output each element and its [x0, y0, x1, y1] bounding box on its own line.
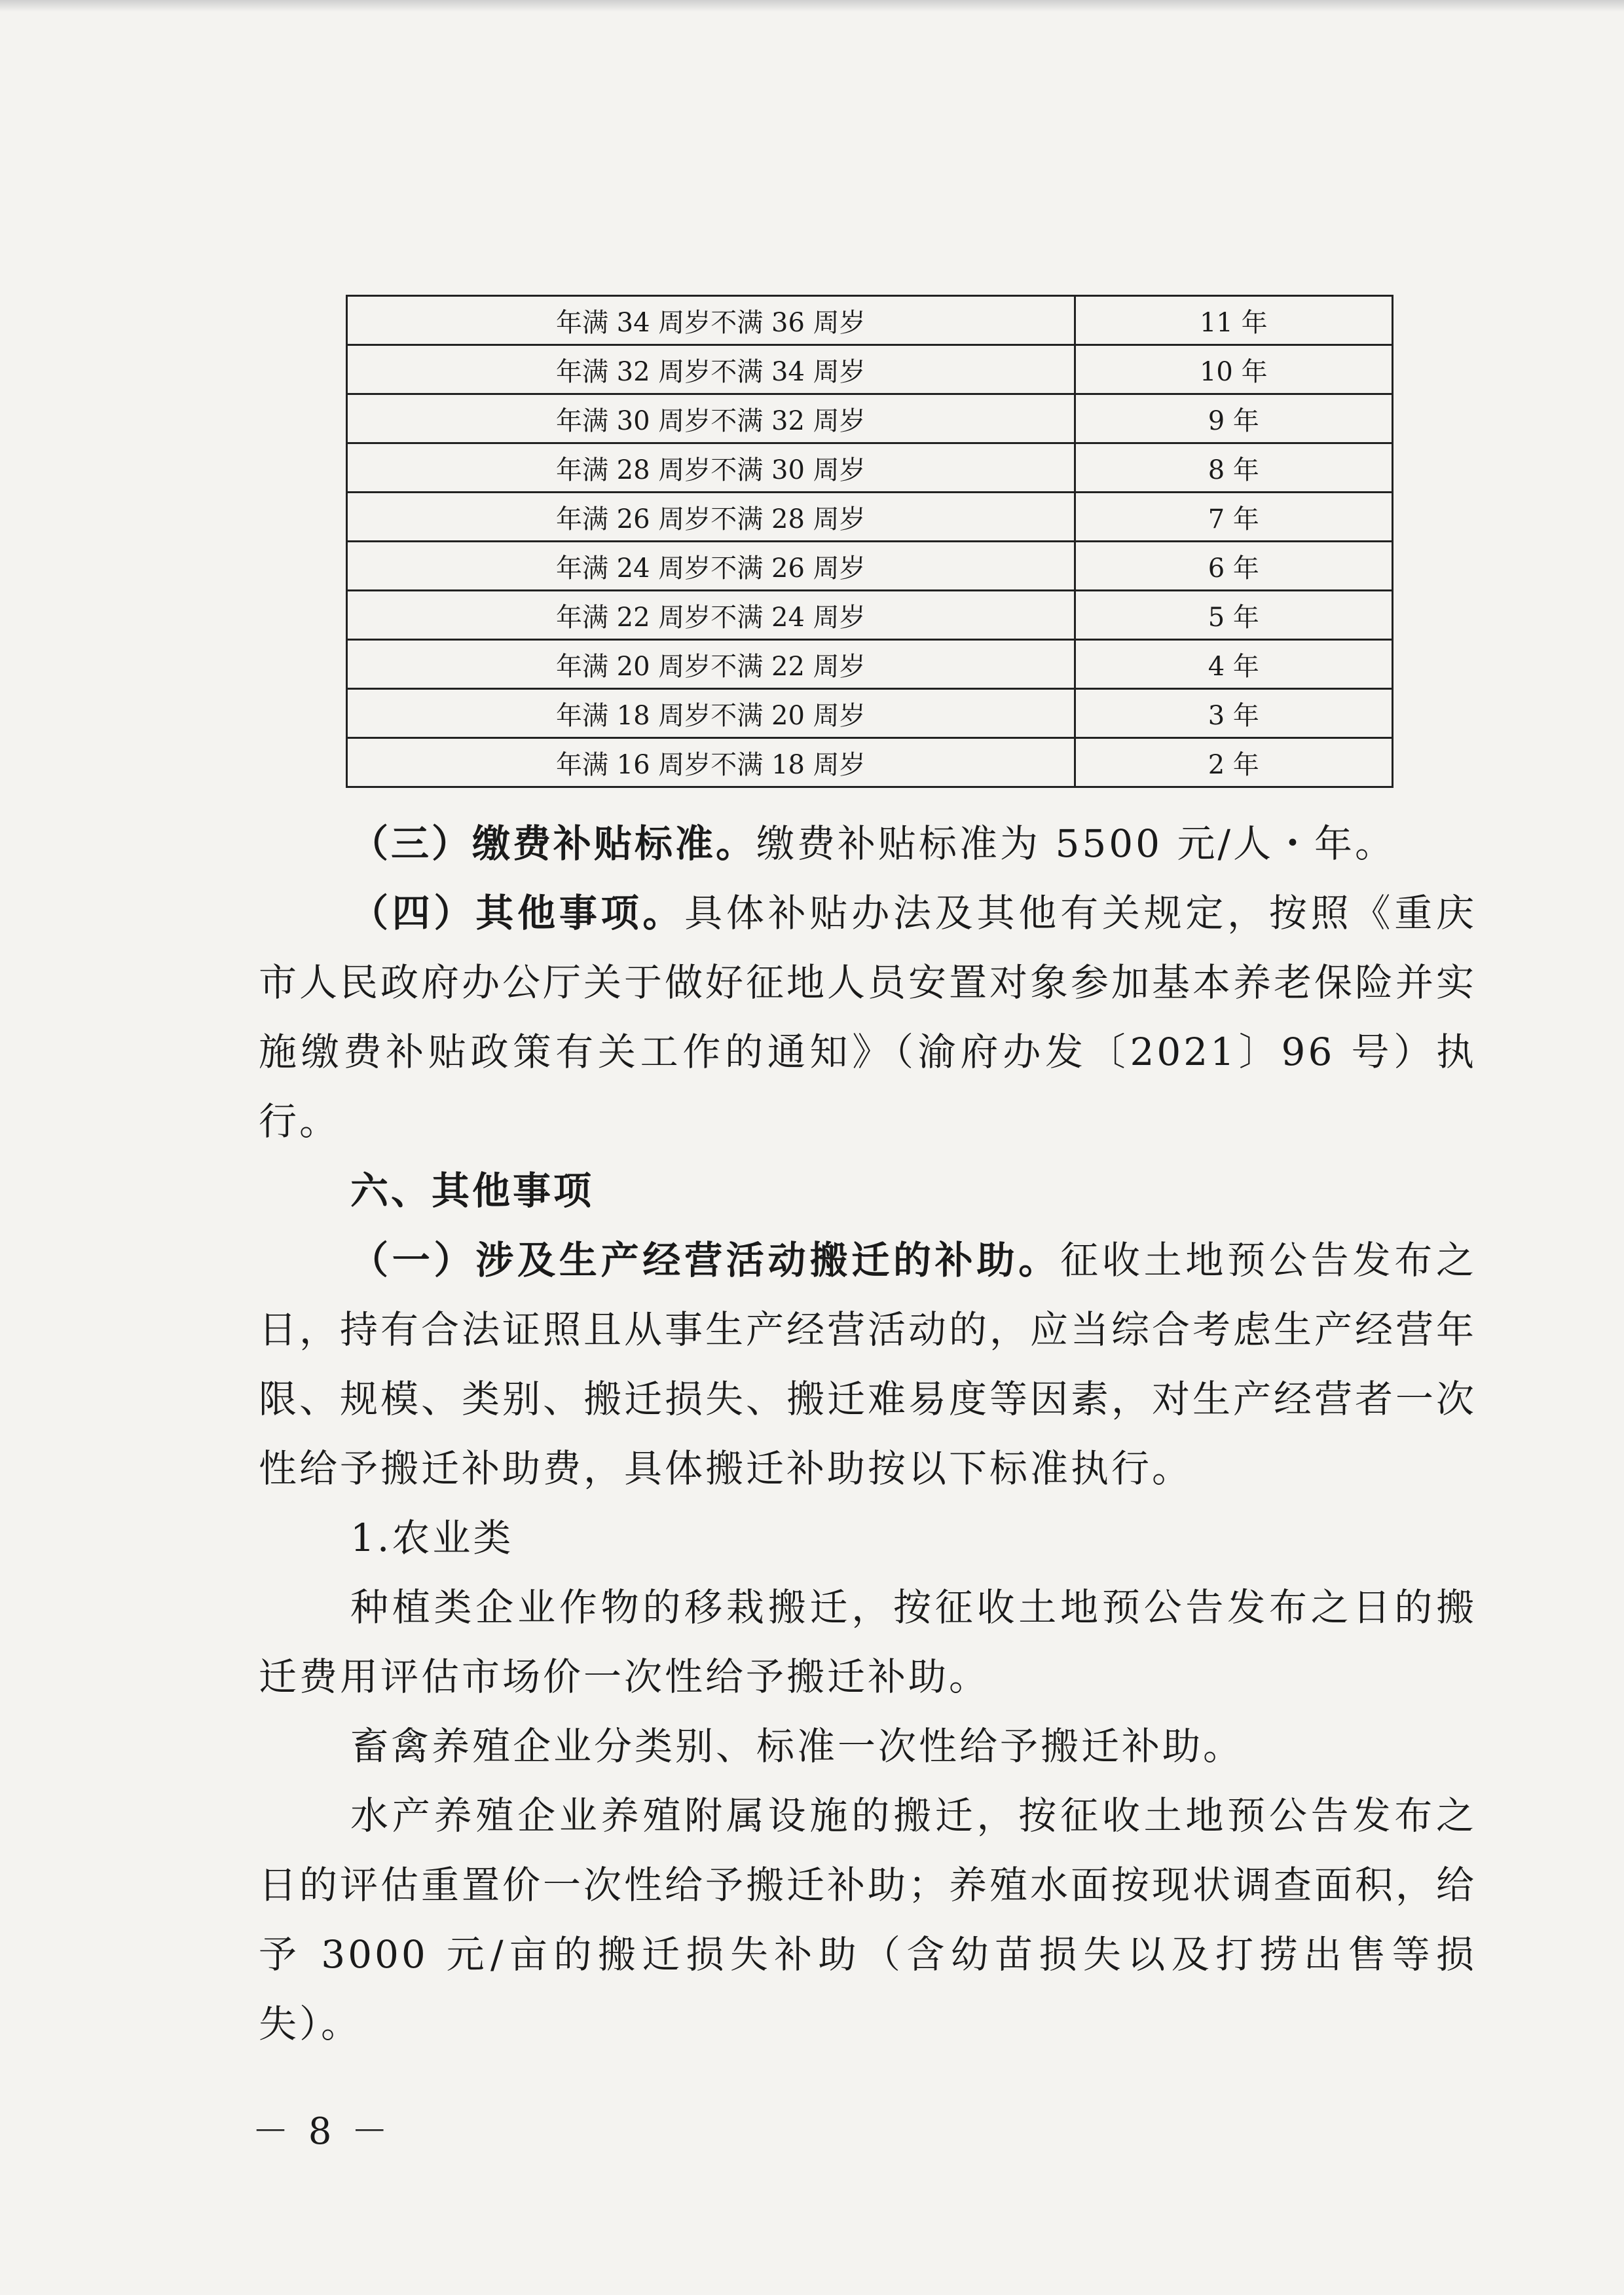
section-heading: 六、其他事项 [350, 1168, 595, 1213]
paragraph-aquatic: 水产养殖企业养殖附属设施的搬迁，按征收土地预公告发布之日的评估重置价一次性给予搬迁补助；养殖水面按现状调查面积，给予 3000 元/亩的搬迁损失补助（含幼苗损失以及打捞出售等损失）。 [259, 1793, 1477, 2046]
years-cell: 5 年 [1075, 591, 1392, 640]
page-number: － 8 － [252, 2110, 392, 2153]
paragraph-livestock: 畜禽养殖企业分类别、标准一次性给予搬迁补助。 [350, 1724, 1244, 1768]
years-cell: 10 年 [1075, 345, 1392, 394]
age-range-cell: 年满 24 周岁不满 26 周岁 [347, 542, 1075, 591]
age-range-cell: 年满 18 周岁不满 20 周岁 [347, 689, 1075, 738]
table-row [347, 394, 1393, 443]
age-range-cell: 年满 22 周岁不满 24 周岁 [347, 591, 1075, 640]
table-row [347, 689, 1393, 738]
table-row [347, 640, 1393, 689]
paragraph-payment-subsidy [259, 809, 1477, 878]
section-body: 缴费补贴标准为 5500 元/人・年。 [756, 821, 1396, 866]
table-row [347, 296, 1393, 345]
scan-edge [0, 0, 1624, 12]
table-row [347, 542, 1393, 591]
age-range-cell: 年满 32 周岁不满 34 周岁 [347, 345, 1075, 394]
table-row [347, 443, 1393, 493]
paragraph-other-matters [259, 878, 1477, 1156]
years-cell: 7 年 [1075, 493, 1392, 542]
subheading-agriculture: 1.农业类 [350, 1516, 514, 1560]
age-range-cell: 年满 30 周岁不满 32 周岁 [347, 394, 1075, 443]
age-range-cell: 年满 34 周岁不满 36 周岁 [347, 296, 1075, 345]
years-cell: 11 年 [1075, 296, 1392, 345]
age-years-table [346, 295, 1393, 788]
section-body: 征收土地预公告发布之日，持有合法证照且从事生产经营活动的，应当综合考虑生产经营年限、规模、类别、搬迁损失、搬迁难易度等因素，对生产经营者一次性给予搬迁补助费，具体搬迁补助按以下标准执行。 [259, 1238, 1477, 1491]
years-cell: 9 年 [1075, 394, 1392, 443]
section-lead: （四）其他事项。 [350, 891, 685, 935]
body-text [259, 809, 1477, 2059]
paragraph-planting: 种植类企业作物的移栽搬迁，按征收土地预公告发布之日的搬迁费用评估市场价一次性给予搬迁补助。 [259, 1585, 1477, 1699]
table-body [347, 296, 1393, 787]
table-row [347, 591, 1393, 640]
section-lead: （三）缴费补贴标准。 [350, 821, 757, 866]
age-range-cell: 年满 28 周岁不满 30 周岁 [347, 443, 1075, 493]
years-cell: 3 年 [1075, 689, 1392, 738]
years-cell: 6 年 [1075, 542, 1392, 591]
table-row [347, 493, 1393, 542]
years-cell: 4 年 [1075, 640, 1392, 689]
age-range-cell: 年满 20 周岁不满 22 周岁 [347, 640, 1075, 689]
age-range-cell: 年满 16 周岁不满 18 周岁 [347, 738, 1075, 787]
table-row [347, 345, 1393, 394]
age-range-cell: 年满 26 周岁不满 28 周岁 [347, 493, 1075, 542]
section-lead: （一）涉及生产经营活动搬迁的补助。 [350, 1238, 1061, 1282]
years-cell: 2 年 [1075, 738, 1392, 787]
paragraph-relocation-subsidy [259, 1225, 1477, 1503]
years-cell: 8 年 [1075, 443, 1392, 493]
table-row [347, 738, 1393, 787]
section-body: 具体补贴办法及其他有关规定，按照《重庆市人民政府办公厅关于做好征地人员安置对象参加基本养老保险并实施缴费补贴政策有关工作的通知》（渝府办发〔2021〕96 号）执行。 [259, 891, 1477, 1144]
